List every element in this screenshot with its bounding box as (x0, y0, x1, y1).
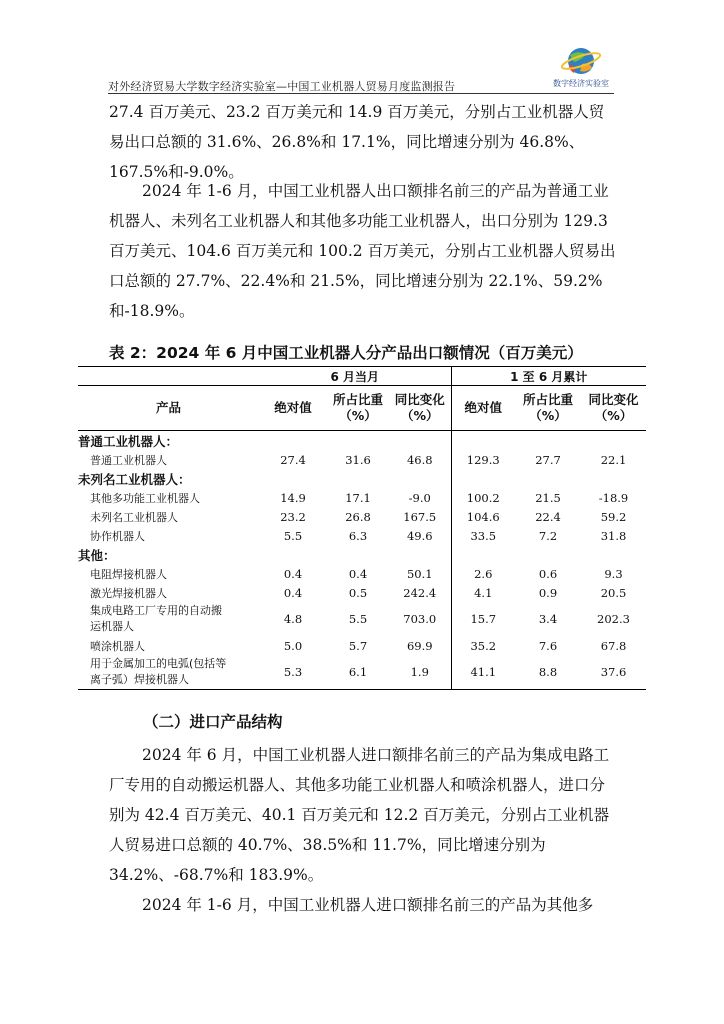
empty-header-cell (78, 367, 259, 386)
cum-abs: 35.2 (470, 638, 497, 653)
month-abs: 5.3 (259, 655, 327, 690)
month-yoy: 167.5 (389, 507, 451, 526)
cum-yoy: 9.3 (604, 566, 623, 581)
table-row (78, 526, 646, 545)
paragraph-import-cumulative: 2024 年 1-6 月，中国工业机器人进口额排名前三的产品为其他多 (142, 896, 594, 914)
col-header-yoy-cum-line2: （%） (594, 408, 633, 423)
cum-abs: 41.1 (451, 655, 515, 690)
month-share: 0.4 (348, 566, 368, 581)
month-abs: 5.5 (283, 528, 303, 543)
cum-abs: 2.6 (474, 566, 493, 581)
group-header-month: 6 月当月 (259, 367, 451, 386)
month-abs: 14.9 (280, 490, 306, 505)
product-name-line1: 用于金属加工的电弧(包括等 (90, 657, 227, 670)
month-share: 5.5 (348, 612, 368, 626)
cum-share: 7.2 (538, 528, 558, 543)
cum-yoy: 37.6 (581, 655, 646, 690)
table-row (78, 636, 646, 655)
table-row (78, 564, 646, 583)
month-abs: 5.0 (283, 638, 303, 653)
col-header-yoy-cum (581, 386, 646, 431)
table-row (78, 488, 646, 507)
month-share: 26.8 (345, 509, 371, 524)
group-header-cumulative: 1 至 6 月累计 (451, 367, 646, 386)
cum-share: 3.4 (538, 612, 558, 626)
header-title: 对外经济贸易大学数字经济实验室—中国工业机器人贸易月度监测报告 (108, 80, 456, 93)
month-yoy: 69.9 (389, 636, 451, 655)
col-header-share-cum (515, 386, 581, 431)
category-row (78, 469, 646, 488)
product-name: 电阻焊接机器人 (90, 567, 167, 581)
header-rule (108, 93, 614, 94)
cum-abs: 104.6 (466, 509, 500, 524)
col-header-abs: 绝对值 (259, 386, 327, 431)
table-row (78, 602, 646, 636)
paragraph-export-cumulative: 2024 年 1-6 月，中国工业机器人出口额排名前三的产品为普通工业机器人、未列名工业机器人和其他多功能工业机器人，出口分别为 129.3 百万美元、104.6 百万美元和 100.2 百万美元，分别占工业机器人贸易出口总额的 27.7%、22.4%和 21.5%，同比增速分别为 22.1%、59.2%和-18.9%。 (109, 182, 616, 320)
month-share: 5.7 (348, 638, 368, 653)
cum-yoy: 59.2 (600, 509, 627, 524)
col-header-share-line1: 所占比重 (332, 392, 383, 407)
month-abs: 27.4 (280, 452, 306, 467)
cum-yoy: 20.5 (600, 585, 627, 600)
month-share: 6.3 (348, 528, 368, 543)
table-row (78, 583, 646, 602)
cum-yoy: 202.3 (597, 612, 630, 626)
table-group-header-row (78, 367, 646, 386)
category-label: 未列名工业机器人： (78, 469, 451, 488)
cum-yoy: 22.1 (600, 452, 627, 467)
month-share: 17.1 (345, 490, 371, 505)
month-share: 31.6 (345, 452, 371, 467)
cum-share: 0.6 (538, 566, 558, 581)
col-header-yoy-line2: （%） (400, 408, 439, 423)
month-abs: 0.4 (283, 585, 303, 600)
month-abs: 0.4 (283, 566, 303, 581)
col-header-yoy (389, 386, 451, 431)
month-yoy: 1.9 (389, 655, 451, 690)
month-yoy: 242.4 (389, 583, 451, 602)
month-abs: 23.2 (280, 509, 306, 524)
month-yoy: 49.6 (389, 526, 451, 545)
cum-abs: 129.3 (466, 452, 500, 467)
product-name-line1: 集成电路工厂专用的自动搬 (90, 604, 222, 617)
col-header-share-cum-line2: （%） (529, 408, 567, 423)
cum-share: 22.4 (535, 509, 561, 524)
product-name: 其他多功能工业机器人 (90, 491, 200, 505)
col-header-share-line2: （%） (339, 408, 377, 423)
month-abs: 4.8 (283, 612, 303, 626)
product-name: 协作机器人 (90, 529, 145, 543)
cum-share: 21.5 (535, 490, 561, 505)
product-name: 激光焊接机器人 (90, 586, 167, 600)
table-row (78, 655, 646, 690)
table-row (78, 507, 646, 526)
table-row (78, 450, 646, 469)
month-yoy: 703.0 (389, 602, 451, 636)
category-label: 普通工业机器人： (78, 431, 451, 451)
product-name: 喷涂机器人 (90, 639, 145, 653)
section-subheading: （二）进口产品结构 (143, 713, 283, 731)
col-header-share (327, 386, 389, 431)
month-yoy: -9.0 (389, 488, 451, 507)
report-header (108, 76, 614, 94)
cum-share: 27.7 (535, 452, 561, 467)
col-header-product: 产品 (78, 386, 259, 431)
cum-share: 0.9 (538, 585, 558, 600)
paragraph-import-monthly: 2024 年 6 月，中国工业机器人进口额排名前三的产品为集成电路工厂专用的自动搬运机器人、其他多功能工业机器人和喷涂机器人，进口分别为 42.4 百万美元、40.1 百万美元和 12.2 百万美元，分别占工业机器人贸易进口总额的 40.7%、38.5%和 11.7%，同比增速分别为 34.2%、-68.7%和 183.9%。 (109, 746, 610, 884)
product-name-line2: 运机器人 (90, 620, 134, 633)
table-caption: 表 2：2024 年 6 月中国工业机器人分产品出口额情况（百万美元） (109, 344, 583, 362)
product-name-line2: 离子弧）焊接机器人 (90, 673, 189, 686)
globe-logo-icon (548, 46, 614, 80)
month-yoy: 46.8 (389, 450, 451, 469)
export-product-table (78, 366, 646, 690)
col-header-yoy-line1: 同比变化 (394, 392, 445, 407)
cum-abs: 15.7 (470, 612, 497, 626)
cum-abs: 100.2 (466, 490, 500, 505)
product-name: 普通工业机器人 (90, 453, 167, 467)
category-row (78, 545, 646, 564)
col-header-abs-cum: 绝对值 (451, 386, 515, 431)
month-yoy: 50.1 (389, 564, 451, 583)
cum-abs: 33.5 (470, 528, 497, 543)
table-column-header-row (78, 386, 646, 431)
cum-abs: 4.1 (474, 585, 493, 600)
cum-share: 8.8 (515, 655, 581, 690)
lab-logo (548, 46, 614, 88)
cum-yoy: 31.8 (600, 528, 627, 543)
col-header-share-cum-line1: 所占比重 (522, 392, 573, 407)
month-share: 6.1 (327, 655, 389, 690)
month-share: 0.5 (348, 585, 368, 600)
paragraph-export-monthly-cont: 27.4 百万美元、23.2 百万美元和 14.9 百万美元，分别占工业机器人贸易出口总额的 31.6%、26.8%和 17.1%，同比增速分别为 46.8%、167.5%和-9.0%。 (109, 103, 605, 181)
cum-share: 7.6 (538, 638, 558, 653)
product-name: 未列名工业机器人 (90, 510, 178, 524)
col-header-yoy-cum-line1: 同比变化 (588, 392, 639, 407)
category-label: 其他： (78, 545, 451, 564)
cum-yoy: 67.8 (600, 638, 627, 653)
logo-text: 数字经济实验室 (553, 79, 609, 88)
cum-yoy: -18.9 (598, 490, 629, 505)
product-name (78, 655, 259, 690)
category-row (78, 431, 646, 451)
product-name (78, 602, 259, 636)
